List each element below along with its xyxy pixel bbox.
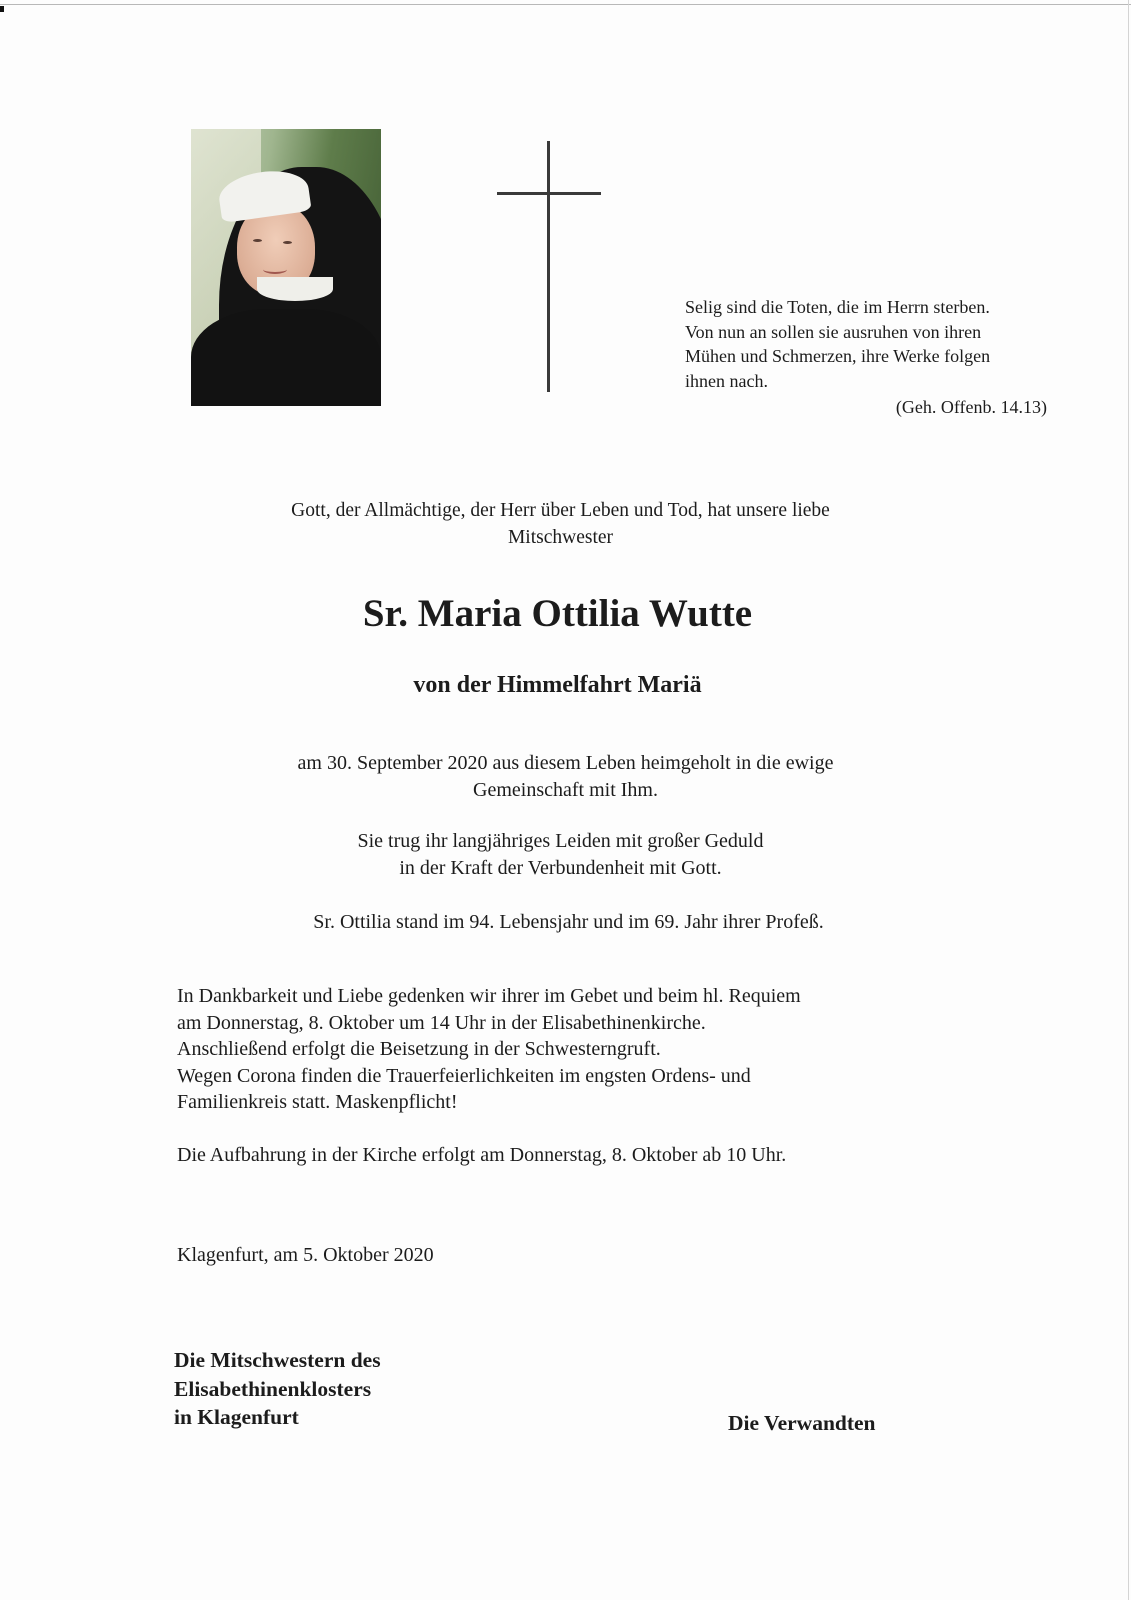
bible-verse — [685, 295, 1085, 420]
memorial-line: am Donnerstag, 8. Oktober um 14 Uhr in der Elisabethinenkirche. — [177, 1011, 706, 1034]
signature-sisters — [174, 1346, 381, 1432]
photo-eye-left — [253, 239, 262, 242]
intro-line: Mitschwester — [507, 527, 614, 548]
signature-line: Die Mitschwestern des — [174, 1348, 381, 1372]
viewing-line: Die Aufbahrung in der Kirche erfolgt am Donnerstag, 8. Oktober ab 10 Uhr. — [177, 1144, 787, 1166]
death-line: Gemeinschaft mit Ihm. — [473, 779, 658, 801]
religious-name: von der Himmelfahrt Mariä — [413, 672, 702, 698]
age-text: Sr. Ottilia stand im 94. Lebensjahr und im 69. Jahr ihrer Profeß. — [313, 911, 824, 933]
memorial-line: In Dankbarkeit und Liebe gedenken wir ihrer im Gebet und beim hl. Requiem — [177, 985, 801, 1007]
verse-line: Selig sind die Toten, die im Herrn sterben. — [685, 297, 990, 317]
cross-vertical-bar — [547, 141, 550, 392]
scan-top-edge — [0, 4, 1131, 5]
memorial-line: Wegen Corona finden die Trauerfeierlichkeiten im engsten Ordens- und — [177, 1064, 751, 1087]
verse-line: ihnen nach. — [685, 370, 768, 391]
photo-mouth — [263, 265, 287, 274]
verse-line: Mühen und Schmerzen, ihre Werke folgen — [685, 346, 991, 366]
verse-line: Von nun an sollen sie ausruhen von ihren — [685, 321, 982, 342]
suffering-line: Sie trug ihr langjähriges Leiden mit großer Geduld — [357, 830, 764, 852]
intro-text — [0, 497, 1126, 551]
scan-corner-mark — [0, 6, 4, 12]
place-date-line: Klagenfurt, am 5. Oktober 2020 — [177, 1244, 434, 1266]
memorial-line: Familienkreis statt. Maskenpflicht! — [177, 1091, 458, 1113]
intro-line: Gott, der Allmächtige, der Herr über Leben und Tod, hat unsere liebe — [291, 500, 830, 521]
suffering-text — [0, 828, 1126, 882]
signature-line: Elisabethinenklosters — [174, 1376, 372, 1401]
memorial-details — [177, 983, 801, 1116]
portrait-photo — [191, 129, 381, 406]
photo-collar — [257, 277, 333, 301]
signature-relatives: Die Verwandten — [728, 1411, 876, 1435]
signature-line: in Klagenfurt — [174, 1405, 299, 1429]
deceased-name: Sr. Maria Ottilia Wutte — [362, 592, 753, 635]
photo-eye-right — [283, 241, 292, 244]
suffering-line: in der Kraft der Verbundenheit mit Gott. — [399, 857, 722, 879]
death-line: am 30. September 2020 aus diesem Leben heimgeholt in die ewige — [297, 752, 834, 774]
cross-horizontal-bar — [497, 192, 601, 195]
death-notice — [0, 750, 1131, 804]
verse-reference: (Geh. Offenb. 14.13) — [895, 397, 1047, 417]
place-and-date — [177, 1242, 434, 1269]
viewing-notice — [177, 1142, 786, 1169]
memorial-line: Anschließend erfolgt die Beisetzung in der Schwesterngruft. — [177, 1038, 661, 1060]
photo-habit — [191, 309, 381, 406]
